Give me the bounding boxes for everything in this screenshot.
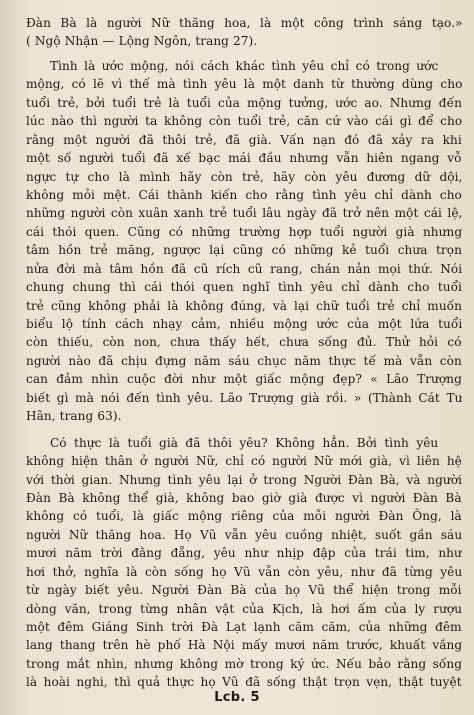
text-line: không mỏi mệt. Cái thành kiến cho rằng tình yêu chỉ dành cho bbox=[26, 187, 462, 202]
text-line: lúc nào thì người ta không còn tuổi trẻ, căn cứ vào cái gì để cho bbox=[26, 114, 462, 129]
text-line: tuổi trẻ, bởi tuổi trẻ là tuổi của mộng tưởng, ước ao. Nhưng đến bbox=[26, 95, 462, 110]
text-line: Tình là ước mộng, nói cách khác tình yêu chỉ có trong ước bbox=[50, 58, 439, 73]
paragraph-p1 bbox=[26, 14, 462, 51]
page-number: Lcb. 5 bbox=[214, 690, 260, 705]
text-line: nửa đời mà tâm hồn đã cũ rích cũ rang, chán nản mọi thứ. Nói bbox=[26, 261, 462, 276]
text-line: người nào đã chịu đựng năm sáu chục năm thực tế mà vẫn còn bbox=[26, 353, 462, 368]
text-line: không có tuổi, là giấc mộng riêng của mỗi người Đàn Ông, là bbox=[26, 509, 462, 524]
text-line: một đêm Giáng Sinh trời Đà Lạt lạnh căm căm, của những đêm bbox=[26, 620, 462, 634]
text-line: biểu lộ tính cách nhạy cảm, nhiều mộng ước của một lứa tuổi bbox=[26, 317, 462, 331]
text-line: Đàn Bà không thể già, không bao giờ già được vì người Đàn Bà bbox=[26, 490, 462, 505]
text-line: lang thang trên hè phố Hà Nội mấy mươi năm trước, khuất vắng bbox=[26, 638, 462, 653]
text-line: trẻ cũng không phải là không đúng, và lại chữ tuổi trẻ chỉ muốn bbox=[26, 298, 462, 313]
text-line: trong mắt nhìn, nhưng không mờ trong ký ức. Nếu bảo rằng sống bbox=[26, 656, 462, 671]
text-line: rằng một người đã thôi trẻ, đã già. Vấn nạn đó đã xảy ra khi bbox=[26, 132, 462, 147]
text-line: người Nữ thăng hoa. Họ Vũ vẫn yêu cuồng nhiệt, suốt gần sáu bbox=[26, 527, 462, 542]
text-line: những người còn xuân xanh trẻ tuổi lâu ngày đã trở nên một cái lệ, bbox=[26, 206, 462, 221]
text-line: dòng văn, trong từng nhân vật của Kịch, là hơi ấm của ly rượu bbox=[26, 601, 462, 616]
text-line: còn thiếu, còn non, chưa thấy hết, chưa sống đủ. Thử hỏi có bbox=[26, 335, 462, 350]
text-line: biết gì mà nói đến tình yêu. Lão Trượng già rồi. » (Thành Cát Tư bbox=[26, 390, 462, 405]
text-line: là hoài nghi, thì quả thực họ Vũ đã sống thật trọn vẹn, thật tuyệt bbox=[26, 675, 462, 690]
text-line: từ ngày biết yêu. Người Đàn Bà của họ Vũ thể hiện trong mỗi bbox=[26, 583, 462, 598]
text-line: Hãn, trang 63). bbox=[26, 409, 122, 424]
text-line: ngực tự cho là mình hãy còn trẻ, hãy còn yêu đương dữ dội, bbox=[26, 169, 462, 184]
text-line: hơi thở, nghĩa là còn sống họ Vũ vẫn còn yêu, như đã từng yêu bbox=[26, 564, 462, 579]
text-line: ( Ngộ Nhận — Lộng Ngôn, trang 27). bbox=[26, 34, 258, 49]
text-line: Đàn Bà là người Nữ thăng hoa, là một công trình sáng tạo.» bbox=[26, 16, 462, 30]
text-line: chung chung thì cái thói quen nghĩ tình yêu chỉ dành cho tuổi bbox=[26, 280, 462, 295]
text-line: mươi năm trời đằng đẵng, yêu như nhịp đập của trái tim, như bbox=[26, 546, 462, 561]
text-line: với thời gian. Nhưng tình yêu lại ở trong Người Đàn Bà, và người bbox=[26, 472, 462, 487]
text-line: một số người tuổi đã xế bạc mái đầu nhưng vẫn hiên ngang vỗ bbox=[26, 151, 462, 166]
text-line: mộng, có lẽ vì thế mà tình yêu là một danh từ thường dùng cho bbox=[26, 77, 462, 92]
text-line: tâm hồn trẻ măng, ngược lại cũng có những kẻ tuổi chưa trọn bbox=[26, 243, 462, 258]
page-body-text bbox=[26, 14, 462, 692]
paragraph-spacer bbox=[26, 426, 462, 434]
text-line: cái thói quen. Cũng có những trường hợp tuổi người già nhưng bbox=[26, 224, 462, 239]
text-line: Có thực là tuổi già đã thôi yêu? Không hẳn. Bởi tình yêu bbox=[50, 435, 439, 450]
paragraph-p3 bbox=[26, 434, 462, 692]
paragraph-p2 bbox=[26, 57, 462, 426]
text-line: can đảm nhìn cuộc đời như một giấc mộng đẹp? « Lão Trượng bbox=[26, 372, 462, 387]
text-line: không hiện thân ở người Nữ, chỉ có người Nữ mới già, vì liên hệ bbox=[26, 454, 462, 469]
